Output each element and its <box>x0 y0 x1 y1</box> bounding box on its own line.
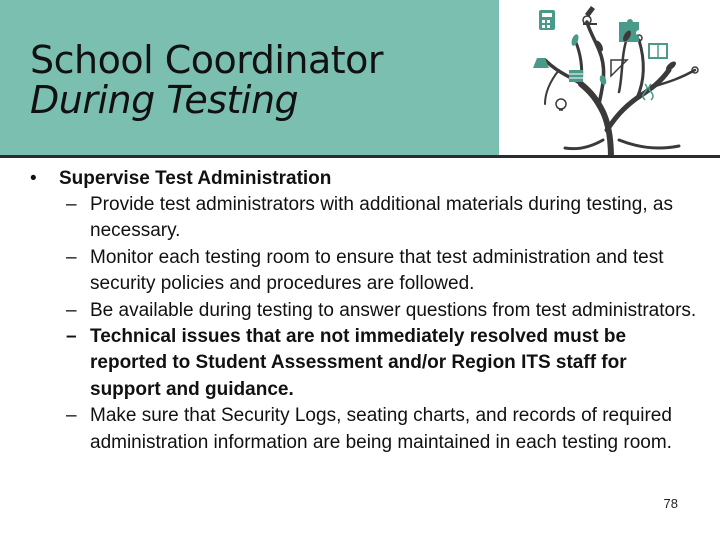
triangle-ruler-icon <box>611 60 627 76</box>
subitem-text: Technical issues that are not immediately resolved must be reported to Student Assessment and/or Region ITS staff for support and guidance. <box>90 326 627 400</box>
subitem: – Be available during testing to answer questions from test administrators. <box>66 299 697 321</box>
subitem: – Make sure that Security Logs, seating charts, and records of required administration information are being maintained in each testing room. <box>66 405 672 453</box>
tree-illustration-icon <box>499 0 720 158</box>
header-divider <box>0 155 720 158</box>
subitem-emphasized: – Technical issues that are not immediately resolved must be reported to Student Assessment and/or Region ITS staff for support and guidance. <box>66 326 627 400</box>
subitem-text: Provide test administrators with additional materials during testing, as necessary. <box>90 194 673 242</box>
slide-subtitle: During Testing <box>30 78 299 122</box>
subitem-text: Monitor each testing room to ensure that test administration and test security policies and procedures are followed. <box>90 246 664 295</box>
subitem: – Provide test administrators with additional materials during testing, as necessary. <box>66 194 673 242</box>
bullet-item <box>28 166 698 192</box>
abacus-icon <box>569 70 583 82</box>
bullet-dot: • <box>30 168 37 189</box>
puzzle-piece-icon <box>619 19 639 42</box>
slide-body <box>28 166 698 456</box>
slide-title: School Coordinator <box>30 38 384 82</box>
title-banner <box>0 0 499 155</box>
subitem-list <box>28 192 698 456</box>
calculator-icon <box>539 10 555 30</box>
subitem-text: Be available during testing to answer questions from test administrators. <box>90 299 697 321</box>
book-icon <box>649 44 667 58</box>
lightbulb-icon <box>556 99 566 110</box>
bullet-text: Supervise Test Administration <box>59 168 332 189</box>
slide-number: 78 <box>663 496 678 511</box>
subitem-text: Make sure that Security Logs, seating charts, and records of required administration information are being maintained in each testing room. <box>90 405 672 453</box>
subitem: – Monitor each testing room to ensure that test administration and test security policies and procedures are followed. <box>66 246 664 295</box>
